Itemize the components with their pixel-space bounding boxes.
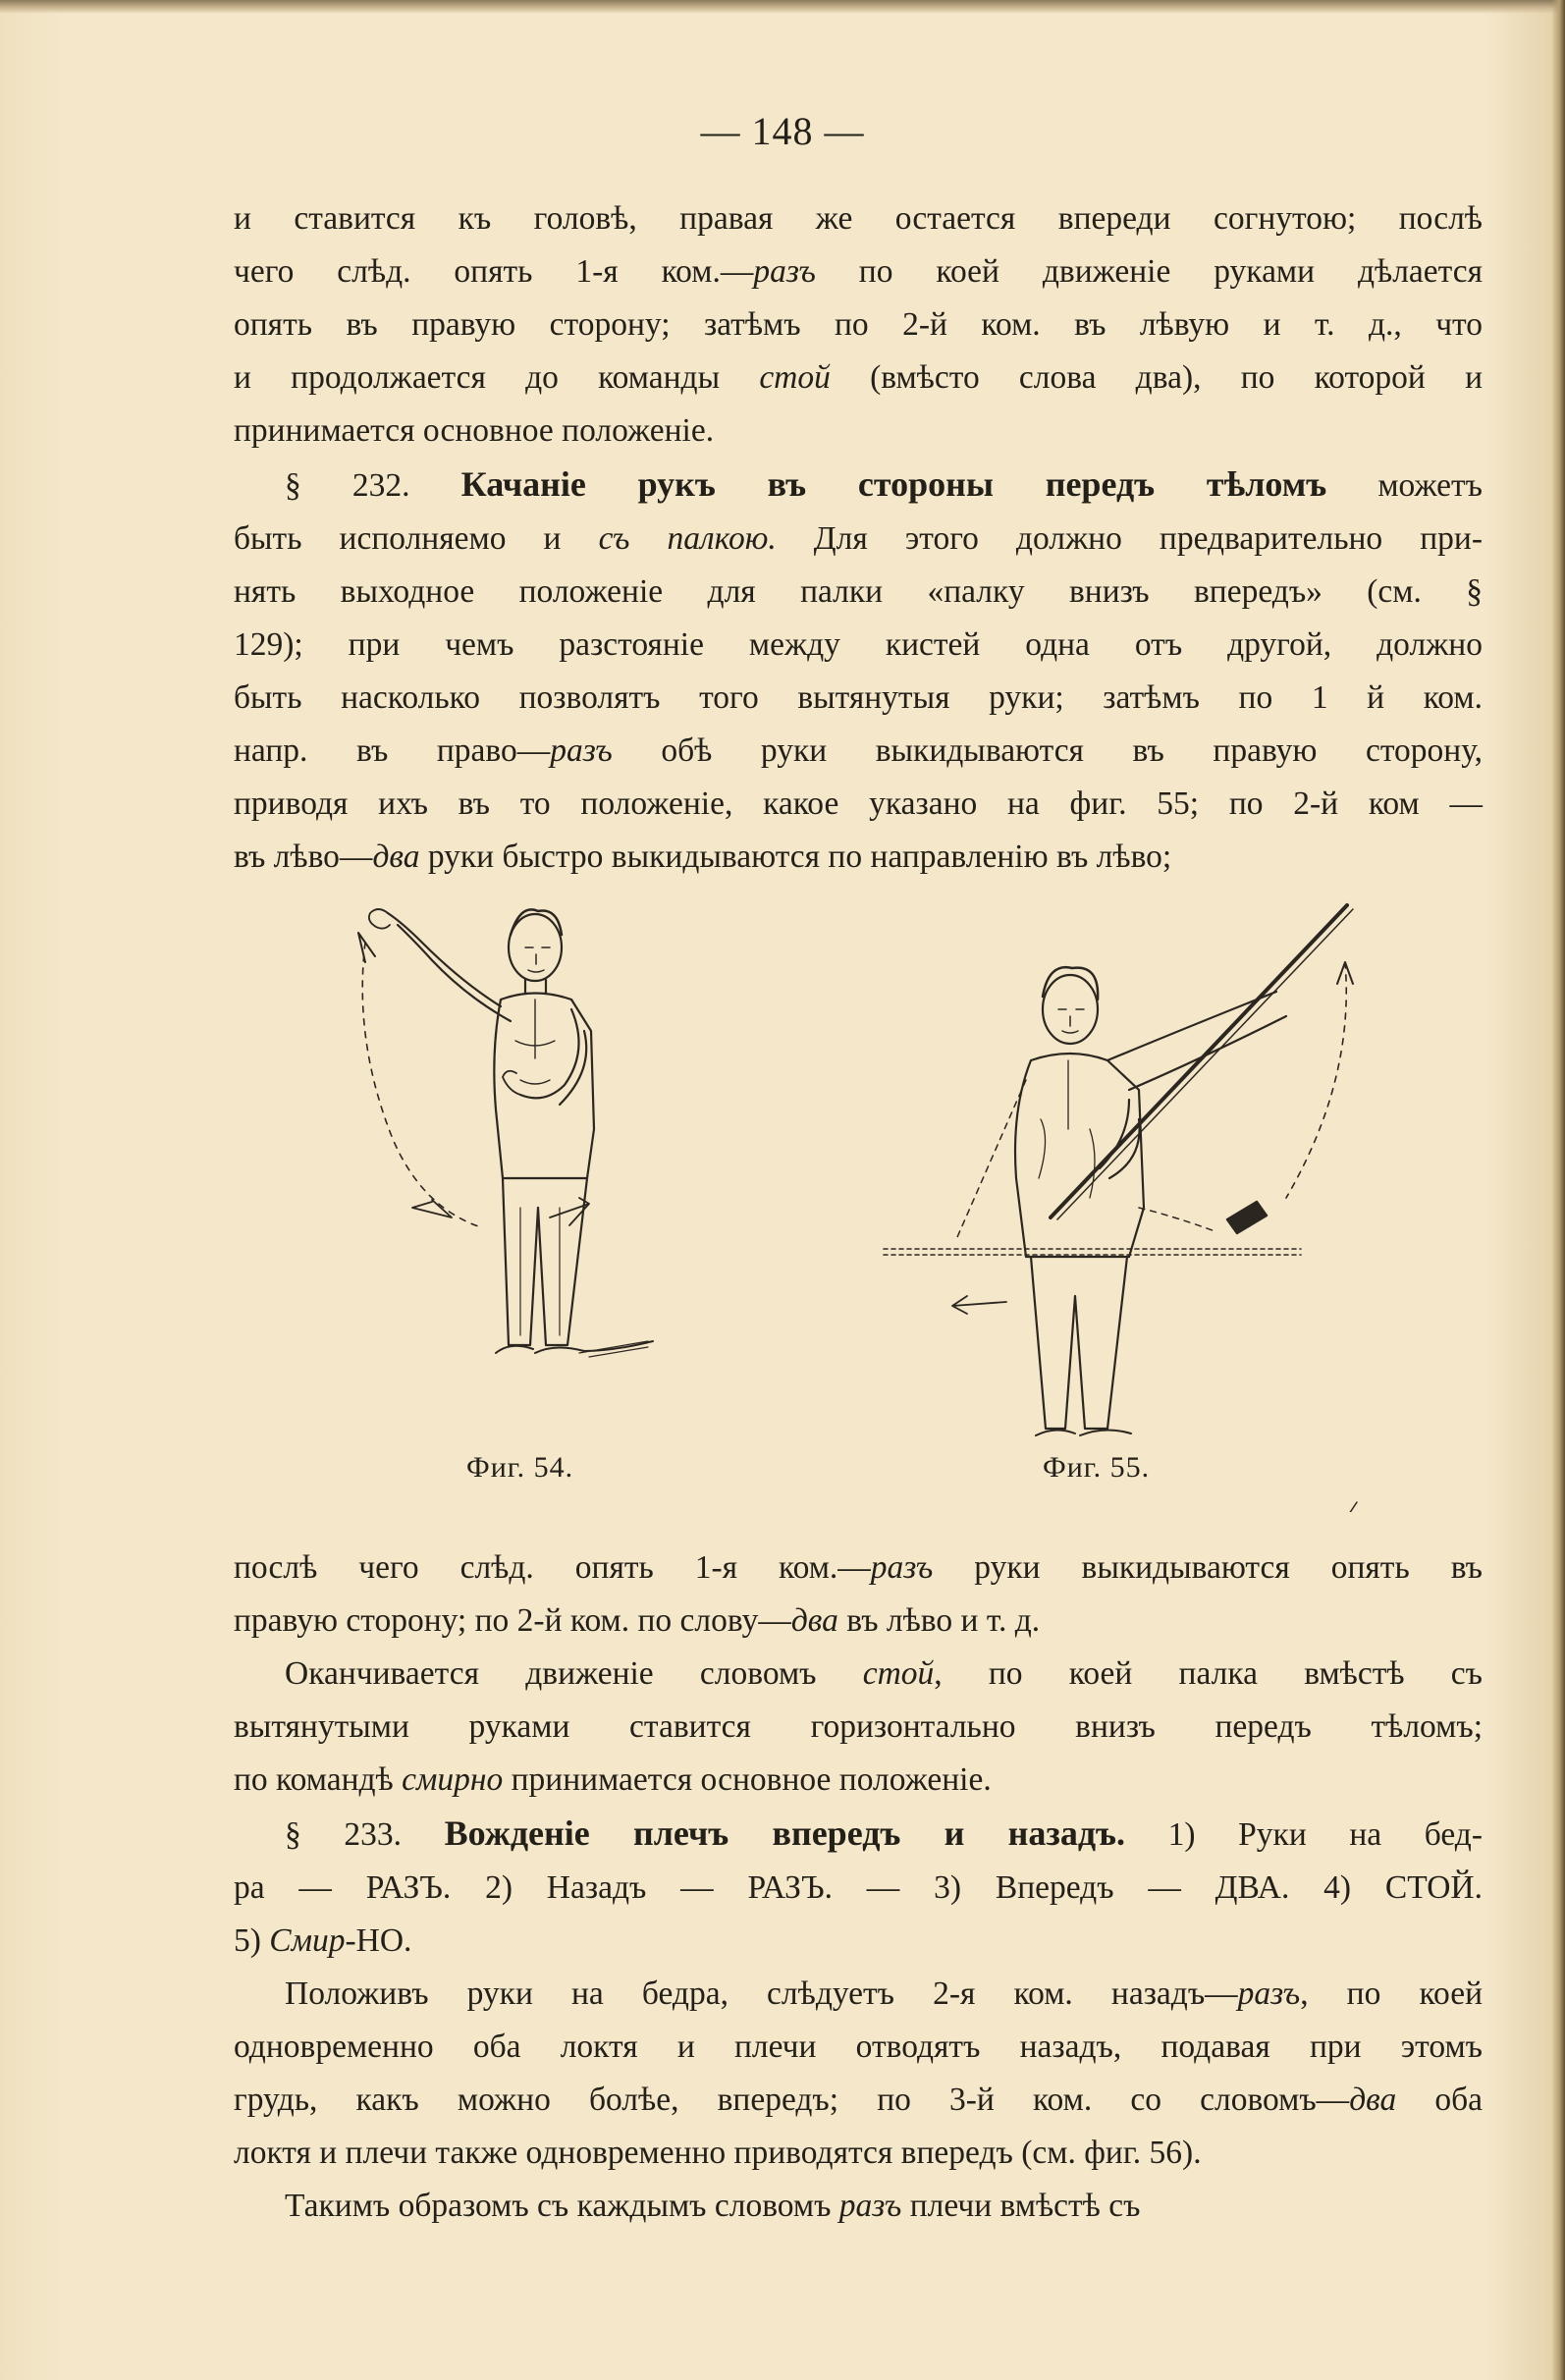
text-run: 5) xyxy=(234,1922,270,1959)
italic-text-run: два xyxy=(372,838,420,875)
text-run: и ставится къ головѣ, правая же остается впереди согнутою; послѣ xyxy=(234,200,1483,237)
text-run: принимается основное положеніе. xyxy=(503,1761,992,1798)
text-run: и продолжается до команды xyxy=(234,359,760,396)
italic-text-run: два xyxy=(1349,2082,1397,2118)
italic-text-run: разъ xyxy=(753,253,816,290)
exercise-illustrations xyxy=(0,884,1565,1512)
section-232 xyxy=(234,458,1483,884)
text-run: Положивъ руки на бедра, слѣдуетъ 2-я ком. назадъ— xyxy=(285,1975,1238,2012)
text-run: вытянутыми руками ставится горизонтально внизъ передъ тѣломъ; xyxy=(234,1708,1483,1745)
text-line xyxy=(234,2021,1483,2074)
text-run: опять въ правую сторону; затѣмъ по 2-й ком. въ лѣвую и т. д., что xyxy=(234,306,1483,343)
fig55-figure xyxy=(884,905,1357,1512)
text-line xyxy=(234,831,1483,884)
text-line xyxy=(234,1595,1483,1648)
text-line xyxy=(234,1915,1483,1968)
text-run: оба xyxy=(1396,2082,1483,2118)
text-line xyxy=(234,2180,1483,2233)
text-run: Такимъ образомъ съ каждымъ словомъ xyxy=(285,2188,839,2224)
text-run: руки быстро выкидываются по направленію въ лѣво; xyxy=(419,838,1172,875)
text-run: плечи вмѣстѣ съ xyxy=(901,2188,1141,2224)
text-run: послѣ чего слѣд. опять 1-я ком.— xyxy=(234,1549,871,1586)
text-run: руки выкидываются опять въ xyxy=(933,1549,1483,1586)
figures-area xyxy=(0,884,1565,1512)
italic-text-run: разъ xyxy=(1237,1975,1301,2012)
text-run: принимается основное положеніе. xyxy=(234,412,715,449)
text-run: Оканчивается движеніе словомъ xyxy=(285,1655,863,1692)
text-line xyxy=(234,298,1483,352)
text-run: , по коей xyxy=(1300,1975,1483,2012)
italic-text-run: разъ xyxy=(870,1549,934,1586)
text-line xyxy=(234,458,1483,513)
text-run: § 233. xyxy=(285,1816,445,1853)
text-run: локтя и плечи также одновременно приводятся впередъ (см. фиг. 56). xyxy=(234,2135,1202,2171)
text-line xyxy=(234,1542,1483,1595)
text-line xyxy=(234,672,1483,725)
text-line xyxy=(234,725,1483,778)
text-run: быть исполняемо и xyxy=(234,520,599,557)
bold-heading-run: Вожденіе плечъ впередъ и назадъ. xyxy=(444,1813,1126,1853)
text-run: правую сторону; по 2-й ком. по слову— xyxy=(234,1602,791,1639)
text-run: въ лѣво и т. д. xyxy=(837,1602,1041,1639)
text-run: -НО. xyxy=(345,1922,412,1959)
text-run: приводя ихъ въ то положеніе, какое указано на фиг. 55; по 2-й ком — xyxy=(234,785,1483,822)
paragraph-continuation xyxy=(234,192,1483,458)
text-line xyxy=(234,1968,1483,2021)
fig55-caption: Фиг. 55. xyxy=(1043,1451,1151,1484)
text-line xyxy=(234,619,1483,672)
text-line xyxy=(234,1648,1483,1701)
text-run: 129); при чемъ разстояніе между кистей одна отъ другой, должно xyxy=(234,626,1483,663)
text-line xyxy=(234,405,1483,458)
text-run: можетъ xyxy=(1326,467,1483,504)
paragraph xyxy=(234,2180,1483,2233)
italic-text-run: Смир xyxy=(269,1922,346,1959)
text-run: обѣ руки выкидываются въ правую сторону, xyxy=(612,732,1483,769)
paragraph xyxy=(234,1807,1483,1968)
italic-text-run: два xyxy=(790,1602,838,1639)
text-line xyxy=(234,1862,1483,1915)
text-line xyxy=(234,1754,1483,1807)
text-run: Для этого должно предварительно при- xyxy=(776,520,1484,557)
text-line xyxy=(234,778,1483,831)
bold-heading-run: Качаніе рукъ въ стороны передъ тѣломъ xyxy=(460,464,1327,504)
text-run: нять выходное положеніе для палки «палку внизъ впередъ» (см. § xyxy=(234,573,1483,610)
italic-text-run: стой xyxy=(862,1655,935,1692)
italic-text-run: съ палкою. xyxy=(598,520,777,557)
text-run: напр. въ право— xyxy=(234,732,551,769)
text-line xyxy=(234,245,1483,298)
text-run: , по коей палка вмѣстѣ съ xyxy=(934,1655,1483,1692)
text-line xyxy=(234,1807,1483,1862)
text-line xyxy=(234,2127,1483,2180)
text-line xyxy=(234,566,1483,619)
page-top-edge xyxy=(0,0,1565,14)
text-run: по командѣ xyxy=(234,1761,403,1798)
text-line xyxy=(234,2074,1483,2127)
text-run: чего слѣд. опять 1-я ком.— xyxy=(234,253,754,290)
text-line xyxy=(234,192,1483,245)
text-run: 1) Руки на бед- xyxy=(1125,1816,1484,1853)
text-line xyxy=(234,352,1483,405)
italic-text-run: стой xyxy=(759,359,831,396)
paragraphs-bottom xyxy=(234,1542,1483,2233)
text-run: быть насколько позволятъ того вытянутыя руки; затѣмъ по 1 й ком. xyxy=(234,679,1483,716)
text-run: по коей движеніе руками дѣлается xyxy=(815,253,1483,290)
text-run: грудь, какъ можно болѣе, впередъ; по 3-й ком. со словомъ— xyxy=(234,2082,1350,2118)
paragraph xyxy=(234,1968,1483,2180)
paragraph xyxy=(234,1542,1483,1648)
text-run: въ лѣво— xyxy=(234,838,373,875)
fig54-caption: Фиг. 54. xyxy=(466,1451,574,1484)
paragraph xyxy=(234,1648,1483,1807)
text-run: одновременно оба локтя и плечи отводятъ назадъ, подавая при этомъ xyxy=(234,2028,1483,2065)
italic-text-run: разъ xyxy=(550,732,613,769)
text-run: ра — РАЗЪ. 2) Назадъ — РАЗЪ. — 3) Впередъ — ДВА. 4) СТОЙ. xyxy=(234,1869,1483,1906)
text-run: (вмѣсто слова два), по которой и xyxy=(830,359,1483,396)
italic-text-run: разъ xyxy=(838,2188,902,2224)
text-run: § 232. xyxy=(285,467,461,504)
page-number-header: — 148 — xyxy=(700,109,865,153)
text-line xyxy=(234,513,1483,566)
fig54-figure xyxy=(358,909,653,1357)
text-line xyxy=(234,1701,1483,1754)
italic-text-run: смирно xyxy=(402,1761,504,1798)
